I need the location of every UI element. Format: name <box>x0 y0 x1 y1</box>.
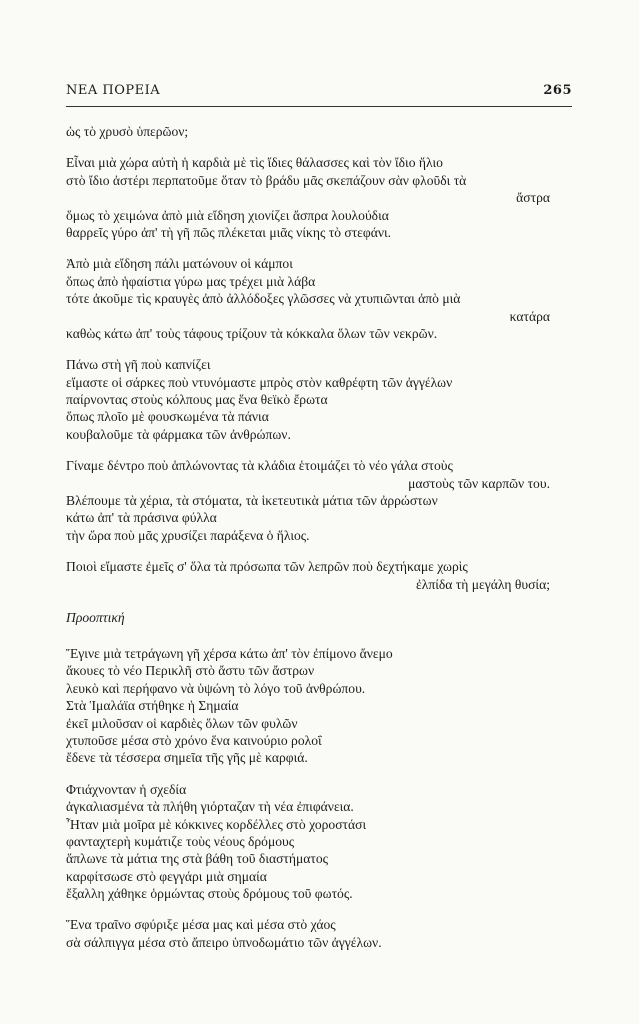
poem-line: τότε ἀκοῦμε τὶς κραυγὲς ἀπὸ ἀλλόδοξες γλῶσσες νὰ χτυπιῶνται ἀπὸ μιὰ <box>66 291 461 307</box>
poem-line: σὰ σάλπιγγα μέσα στὸ ἄπειρο ὑπνοδωμάτιο τῶν ἀγγέλων. <box>66 934 382 950</box>
poem-line: λευκὸ καὶ περήφανο νὰ ὑψώνη τὸ λόγο τοῦ ἀνθρώπου. <box>66 680 366 696</box>
poem-line: Στὰ Ἱμαλάϊα στήθηκε ἡ Σημαία <box>66 698 239 714</box>
poem-line: ὅπως ἀπὸ ἡφαίστια γύρω μας τρέχει μιὰ λάβα <box>66 273 316 289</box>
poem-line: καρφίτσωσε στὸ φεγγάρι μιὰ σημαία <box>66 868 267 884</box>
poem-line: παίρνοντας στοὺς κόλπους μας ἕνα θεϊκὸ ἔρωτα <box>66 392 328 408</box>
poem-line: ὅπως πλοῖο μὲ φουσκωμένα τὰ πάνια <box>66 409 269 425</box>
poem-title: Προοπτική <box>66 609 125 625</box>
poem-line: χτυποῦσε μέσα στὸ χρόνο ἕνα καινούριο ρολοΐ <box>66 732 322 748</box>
poem-line: Γίναμε δέντρο ποὺ ἁπλώνοντας τὰ κλάδια ἑτοιμάζει τὸ νέο γάλα στοὺς <box>66 458 453 474</box>
poem-body <box>66 123 586 965</box>
poem-line: ὡς τὸ χρυσὸ ὑπερῶον; <box>66 124 189 139</box>
stanza <box>66 781 586 903</box>
poem-line: Ποιοὶ εἴμαστε ἐμεῖς σ' ὅλα τὰ πρόσωπα τῶν λεπρῶν ποὺ δεχτήκαμε χωρὶς <box>66 559 468 575</box>
poem-line-continuation: κατάρα <box>509 308 550 324</box>
poem-line: ἔδενε τὰ τέσσερα σημεῖα τῆς γῆς μὲ καρφιά. <box>66 750 308 766</box>
poem-line: εἴμαστε οἱ σάρκες ποὺ ντυνόμαστε μπρὸς στὸν καθρέφτη τῶν ἀγγέλων <box>66 374 453 390</box>
journal-title: ΝΕΑ ΠΟΡΕΙΑ <box>66 83 161 98</box>
page-number: 265 <box>543 83 572 98</box>
poem-line: ἔξαλλη χάθηκε ὁρμώντας στοὺς δρόμους τοῦ φωτός. <box>66 886 353 902</box>
poem-line: ἄκουες τὸ νέο Περικλῆ στὸ ἄστυ τῶν ἄστρων <box>66 663 315 679</box>
poem-line: ἀγκαλιασμένα τὰ πλήθη γιόρταζαν τὴ νέα ἐπιφάνεια. <box>66 799 354 815</box>
poem-line: ἐκεῖ μιλοῦσαν οἱ καρδιὲς ὅλων τῶν φυλῶν <box>66 715 298 731</box>
stanza <box>66 558 586 593</box>
poem-line: κουβαλοῦμε τὰ φάρμακα τῶν ἀνθρώπων. <box>66 426 291 442</box>
poem-line: Πάνω στὴ γῆ ποὺ καπνίζει <box>66 357 211 373</box>
poem-line: Ἀπὸ μιὰ εἴδηση πάλι ματώνουν οἱ κάμποι <box>66 256 293 272</box>
stanza <box>66 916 586 951</box>
poem-line: Εἶναι μιὰ χώρα αὐτὴ ἡ καρδιὰ μὲ τὶς ἴδιες θάλασσες καὶ τὸν ἴδιο ἥλιο <box>66 155 443 171</box>
stanza <box>66 645 586 767</box>
poem-line: Φτιάχνονταν ἡ σχεδία <box>66 781 187 797</box>
poem-line: θαρρεῖς γύρο ἀπ' τὴ γῆ πῶς πλέκεται μιᾶς νίκης τὸ στεφάνι. <box>66 224 392 240</box>
stanza <box>66 123 586 140</box>
poem-line: καθὼς κάτω ἀπ' τοὺς τάφους τρίζουν τὰ κόκκαλα ὅλων τῶν νεκρῶν. <box>66 325 438 341</box>
poem-line: Ἔγινε μιὰ τετράγωνη γῆ χέρσα κάτω ἀπ' τὸν ἐπίμονο ἄνεμο <box>66 645 393 661</box>
poem-line: κάτω ἀπ' τὰ πράσινα φύλλα <box>66 510 217 526</box>
stanza <box>66 457 586 544</box>
poem-line: Ἕνα τραῖνο σφύριξε μέσα μας καὶ μέσα στὸ χάος <box>66 917 336 933</box>
poem-line-continuation: ἐλπίδα τὴ μεγάλη θυσία; <box>416 576 550 592</box>
header-rule <box>66 106 572 107</box>
poem-line: ὅμως τὸ χειμώνα ἀπὸ μιὰ εἴδηση χιονίζει ἄσπρα λουλούδια <box>66 207 389 223</box>
poem-line: τὴν ὥρα ποὺ μᾶς χρυσίζει παράξενα ὁ ἥλιος. <box>66 527 310 543</box>
stanza <box>66 255 586 342</box>
poem-line: Βλέπουμε τὰ χέρια, τὰ στόματα, τὰ ἱκετευτικὰ μάτια τῶν ἀρρώστων <box>66 493 438 509</box>
stanza <box>66 154 586 241</box>
poem-line-continuation: μαστοὺς τῶν καρπῶν του. <box>408 475 550 491</box>
poem-line: φανταχτερὴ κυμάτιζε τοὺς νέους δρόμους <box>66 833 295 849</box>
poem-line: Ἦταν μιὰ μοῖρα μὲ κόκκινες κορδέλλες στὸ χοροστάσι <box>66 816 367 832</box>
stanza <box>66 356 586 443</box>
running-header <box>66 83 572 101</box>
poem-line-continuation: ἄστρα <box>516 190 550 206</box>
poem-line: ἅπλωνε τὰ μάτια της στὰ βάθη τοῦ διαστήματος <box>66 851 329 867</box>
poem-line: στὸ ἴδιο ἀστέρι περπατοῦμε ὅταν τὸ βράδυ μᾶς σκεπάζουν σὰν φλοῦδι τὰ <box>66 172 467 188</box>
